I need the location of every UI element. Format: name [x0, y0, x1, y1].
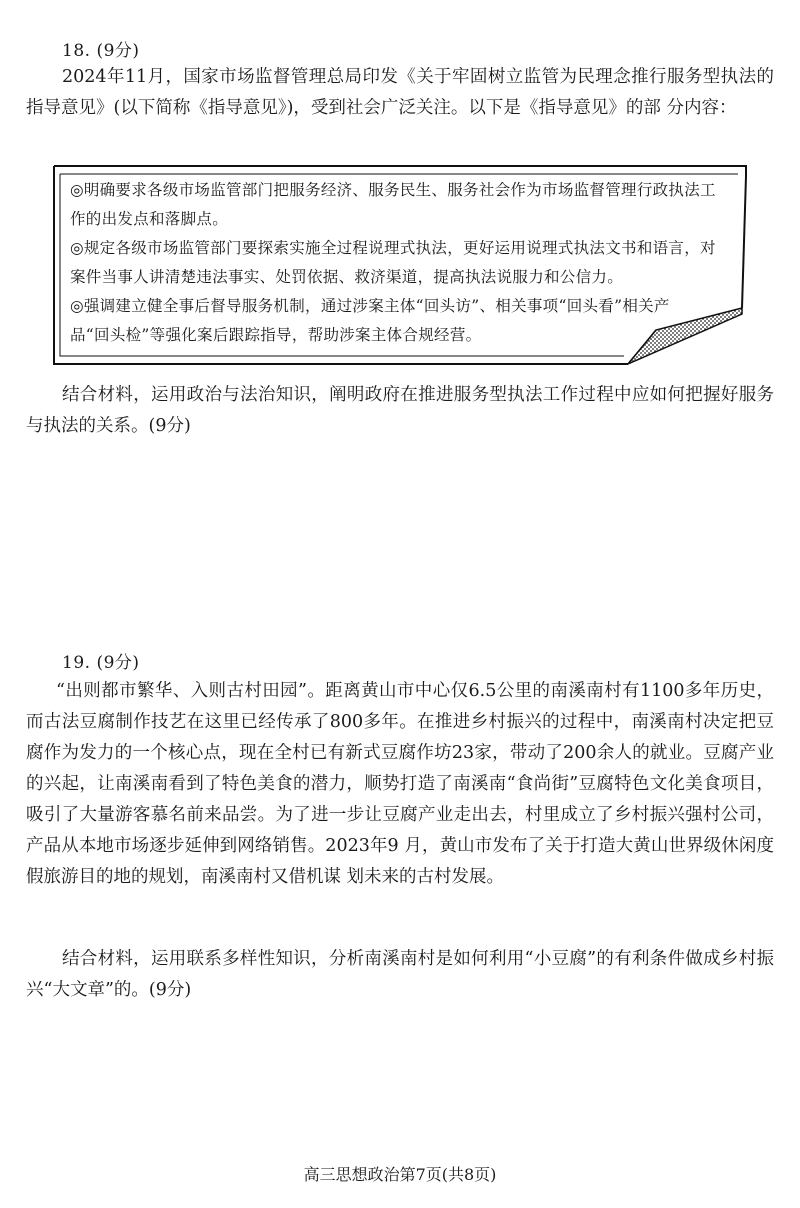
- question-18-number: 18. (9分): [62, 41, 140, 61]
- question-19-prompt: 结合材料，运用联系多样性知识，分析南溪南村是如何利用“小豆腐”的有利条件做成乡村振兴“大文章”的。(9分): [26, 949, 774, 1000]
- material-item-2: ◎规定各级市场监管部门要探索实施全过程说理式执法，更好运用说理式执法文书和语言，对案件当事人讲清楚违法事实、处罚依据、救济渠道，提高执法说服力和公信力。: [70, 239, 716, 286]
- material-item-3: ◎强调建立健全事后督导服务机制，通过涉案主体“回头访”、相关事项“回头看”相关产品“回头检”等强化案后跟踪指导，帮助涉案主体合规经营。: [70, 297, 670, 344]
- material-item-1: ◎明确要求各级市场监管部门把服务经济、服务民生、服务社会作为市场监督管理行政执法工作的出发点和落脚点。: [70, 181, 716, 228]
- page-footer: 高三思想政治第7页(共8页): [303, 1165, 497, 1184]
- question-19-number: 19. (9分): [62, 653, 140, 673]
- material-box: [52, 164, 748, 366]
- question-18-intro: 2024年11月，国家市场监督管理总局印发《关于牢固树立监管为民理念推行服务型执法的指导意见》(以下简称《指导意见》)，受到社会广泛关注。以下是《指导意见》的部 分内容：: [26, 67, 774, 118]
- question-18-prompt: 结合材料，运用政治与法治知识，阐明政府在推进服务型执法工作过程中应如何把握好服务与执法的关系。(9分): [26, 385, 774, 436]
- question-19-material: “出则都市繁华、入则古村田园”。距离黄山市中心仅6.5公里的南溪南村有1100多年历史，而古法豆腐制作技艺在这里已经传承了800多年。在推进乡村振兴的过程中，南溪南村决定把豆腐作为发力的一个核心点，现在全村已有新式豆腐作坊23家，带动了200余人的就业。豆腐产业的兴起，让南溪南看到了特色美食的潜力，顺势打造了南溪南“食尚街”豆腐特色文化美食项目，吸引了大量游客慕名前来品尝。为了进一步让豆腐产业走出去，村里成立了乡村振兴强村公司，产品从本地市场逐步延伸到网络销售。2023年9 月，黄山市发布了关于打造大黄山世界级休闲度假旅游目的地的规划，南溪南村又借机谋 划未来的古村发展。: [26, 681, 774, 887]
